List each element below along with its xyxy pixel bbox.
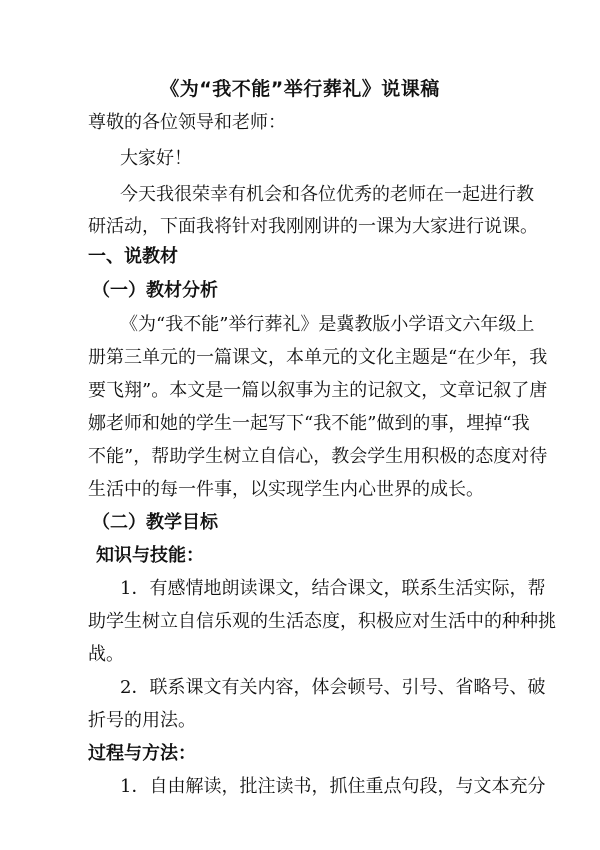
analysis-line-5: 不能”，帮助学生树立自信心，教会学生用积极的态度对待 — [88, 446, 548, 467]
goal-heading-knowledge-skills: 知识与技能： — [96, 545, 204, 566]
knowledge-item-2-line-2: 折号的用法。 — [88, 710, 196, 731]
knowledge-item-1-line-3: 战。 — [88, 644, 124, 665]
knowledge-item-1-line-1: 1．有感情地朗读课文，结合课文，联系生活实际，帮 — [120, 578, 546, 599]
analysis-line-6: 生活中的每一件事，以实现学生内心世界的成长。 — [88, 479, 484, 500]
goal-heading-process-methods: 过程与方法： — [88, 743, 196, 764]
intro-line-2: 研活动，下面我将针对我刚刚讲的一课为大家进行说课。 — [88, 216, 538, 237]
intro-line-1: 今天我很荣幸有机会和各位优秀的老师在一起进行教 — [120, 184, 534, 205]
process-item-1-line-1: 1．自由解读，批注读书，抓住重点句段，与文本充分 — [120, 776, 546, 797]
greeting: 大家好！ — [120, 148, 192, 169]
subsection-heading-teaching-goals: （二）教学目标 — [92, 512, 218, 533]
subsection-heading-material-analysis: （一）教材分析 — [92, 280, 218, 301]
analysis-line-4: 娜老师和她的学生一起写下“我不能”做到的事，埋掉“我 — [88, 413, 530, 434]
section-heading-teaching-material: 一、说教材 — [88, 246, 178, 267]
document-title: 《为“我不能”举行葬礼》说课稿 — [160, 78, 440, 100]
analysis-line-1: 《为“我不能”举行葬礼》是冀教版小学语文六年级上 — [120, 314, 535, 335]
analysis-line-2: 册第三单元的一篇课文，本单元的文化主题是“在少年，我 — [88, 347, 548, 368]
knowledge-item-1-line-2: 助学生树立自信乐观的生活态度，积极应对生活中的种种挑 — [88, 611, 556, 632]
knowledge-item-2-line-1: 2．联系课文有关内容，体会顿号、引号、省略号、破 — [120, 677, 546, 698]
analysis-line-3: 要飞翔”。本文是一篇以叙事为主的记叙文，文章记叙了唐 — [88, 380, 548, 401]
salutation: 尊敬的各位领导和老师： — [88, 112, 286, 133]
